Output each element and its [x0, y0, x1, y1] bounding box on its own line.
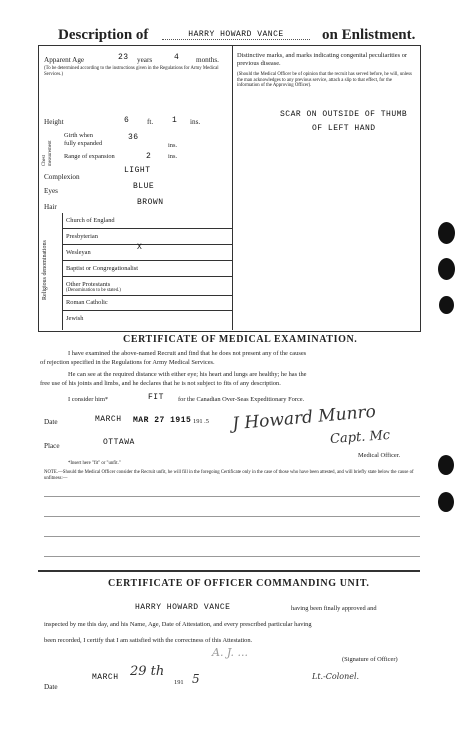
medical-date-year: 191 .5: [193, 418, 209, 425]
height-ft-value: 6: [124, 116, 130, 125]
medical-para1a: I have examined the above-named Recruit and find that he does not present any of the causes: [68, 350, 307, 357]
medical-title: CERTIFICATE OF MEDICAL EXAMINATION.: [123, 334, 358, 345]
co-date-label: Date: [44, 683, 58, 691]
binder-hole: [438, 222, 455, 244]
religion-other-protestants: Other Protestants: [66, 281, 111, 288]
co-date-year: 5: [192, 672, 200, 686]
hair-value: BROWN: [137, 198, 164, 207]
religion-divider: [62, 213, 63, 330]
range-label: Range of expansion: [64, 153, 115, 160]
place-value: OTTAWA: [103, 438, 135, 447]
eyes-label: Eyes: [44, 187, 58, 195]
complexion-value: LIGHT: [124, 166, 151, 175]
place-label: Place: [44, 442, 60, 450]
medical-para1b: of rejection specified in the Regulations for Army Medical Services.: [40, 359, 215, 366]
section-divider: [38, 570, 420, 572]
binder-hole: [438, 455, 454, 475]
religion-wesleyan: Wesleyan: [66, 249, 91, 256]
age-years-value: 23: [118, 53, 129, 62]
unfit-note: NOTE.—Should the Medical Officer consider the Recruit unfit, he will fill in the foregoing Certificate only in the case of those who have been attested, and will briefly state below the cause of unfitness:—: [44, 470, 414, 481]
religion-rule: [62, 260, 232, 261]
co-date-year-prefix: 191: [174, 679, 184, 686]
blank-line: [44, 496, 420, 497]
religion-rule: [62, 295, 232, 296]
religion-jewish: Jewish: [66, 315, 84, 322]
ins-label: ins.: [190, 118, 201, 126]
ft-label: ft.: [147, 118, 154, 126]
range-ins-label: ins.: [168, 153, 178, 160]
blank-line: [44, 556, 420, 557]
religion-presbyterian: Presbyterian: [66, 233, 98, 240]
binder-hole: [438, 258, 455, 280]
years-label: years: [137, 56, 153, 64]
religions-label: Religious denominations: [42, 240, 48, 300]
eyes-value: BLUE: [133, 182, 155, 191]
medical-officer-signature: J Howard Munro: [231, 401, 377, 435]
co-date-month: MARCH: [92, 673, 119, 682]
co-title: CERTIFICATE OF OFFICER COMMANDING UNIT.: [108, 578, 370, 589]
medical-officer-label: Medical Officer.: [358, 452, 401, 459]
religion-rule: [62, 276, 232, 277]
medical-date-stamp: MAR 27 1915: [133, 416, 192, 425]
religion-rule: [62, 228, 232, 229]
chest-label: Chest measurement: [42, 140, 53, 166]
header-prefix: Description of: [58, 27, 149, 43]
consider-suffix: for the Canadian Over-Seas Expeditionary Force.: [178, 396, 305, 403]
insert-note: *Insert here "fit" or "unfit.": [68, 461, 121, 466]
recruit-name: HARRY HOWARD VANCE: [162, 30, 310, 40]
age-note: (To be determined according to the instructions given in the Regulations for Army Medical Services.): [44, 66, 219, 77]
marks-title: Distinctive marks, and marks indicating congenital peculiarities or previous disease.: [237, 52, 408, 67]
header-suffix: on Enlistment.: [322, 27, 416, 43]
marks-line-2: OF LEFT HAND: [312, 124, 376, 133]
co-date-day: 29 th: [130, 664, 165, 679]
co-text-3: been recorded, I certify that I am satisfied with the correctness of this Attestation.: [44, 637, 253, 644]
girth-label: Girth when fully expanded: [64, 132, 103, 147]
consider-prefix: I consider him*: [68, 396, 109, 403]
girth-value: 36: [128, 133, 139, 142]
co-recruit-name: HARRY HOWARD VANCE: [135, 603, 231, 612]
range-value: 2: [146, 152, 152, 161]
religion-baptist: Baptist or Congregationalist: [66, 265, 139, 272]
religion-rule: [62, 310, 232, 311]
column-divider: [232, 45, 233, 330]
medical-para2b: free use of his joints and limbs, and he declares that he is not subject to fits of any description.: [40, 380, 281, 387]
religion-mark: X: [137, 243, 143, 252]
apparent-age-label: Apparent Age: [44, 56, 85, 64]
co-signature: A. J. ...: [212, 646, 248, 659]
consider-value: FIT: [148, 393, 164, 402]
months-label: months.: [196, 56, 219, 64]
age-months-value: 4: [174, 53, 180, 62]
other-protestants-note: (Denomination to be stated.): [66, 288, 121, 293]
religion-roman-catholic: Roman Catholic: [66, 299, 108, 306]
height-in-value: 1: [172, 116, 178, 125]
blank-line: [44, 516, 420, 517]
medical-date-label: Date: [44, 418, 58, 426]
marks-note: (Should the Medical Officer be of opinion that the recruit has served before, he will, unless the man acknowledges to any previous service, attach a slip to that effect, for the information of the Approving Officer).: [237, 72, 412, 88]
blank-line: [44, 536, 420, 537]
complexion-label: Complexion: [44, 173, 80, 181]
co-text-1: having been finally approved and: [291, 605, 377, 612]
binder-hole: [438, 492, 454, 512]
medical-date-month: MARCH: [95, 415, 122, 424]
height-label: Height: [44, 118, 64, 126]
binder-hole: [439, 296, 454, 314]
medical-officer-rank-signature: Capt. Mc: [329, 427, 391, 448]
religion-church-of-england: Church of England: [66, 217, 115, 224]
co-rank: Lt.-Colonel.: [312, 672, 360, 681]
religion-rule: [62, 244, 232, 245]
co-signature-label: (Signature of Officer): [342, 656, 398, 663]
marks-line-1: SCAR ON OUTSIDE OF THUMB: [280, 110, 408, 119]
medical-para2a: He can see at the required distance with either eye; his heart and lungs are healthy; he has the: [68, 371, 307, 378]
girth-ins-label: ins.: [168, 142, 178, 149]
hair-label: Hair: [44, 203, 57, 211]
co-text-2: inspected by me this day, and his Name, Age, Date of Attestation, and every prescribed particular having: [44, 621, 312, 628]
